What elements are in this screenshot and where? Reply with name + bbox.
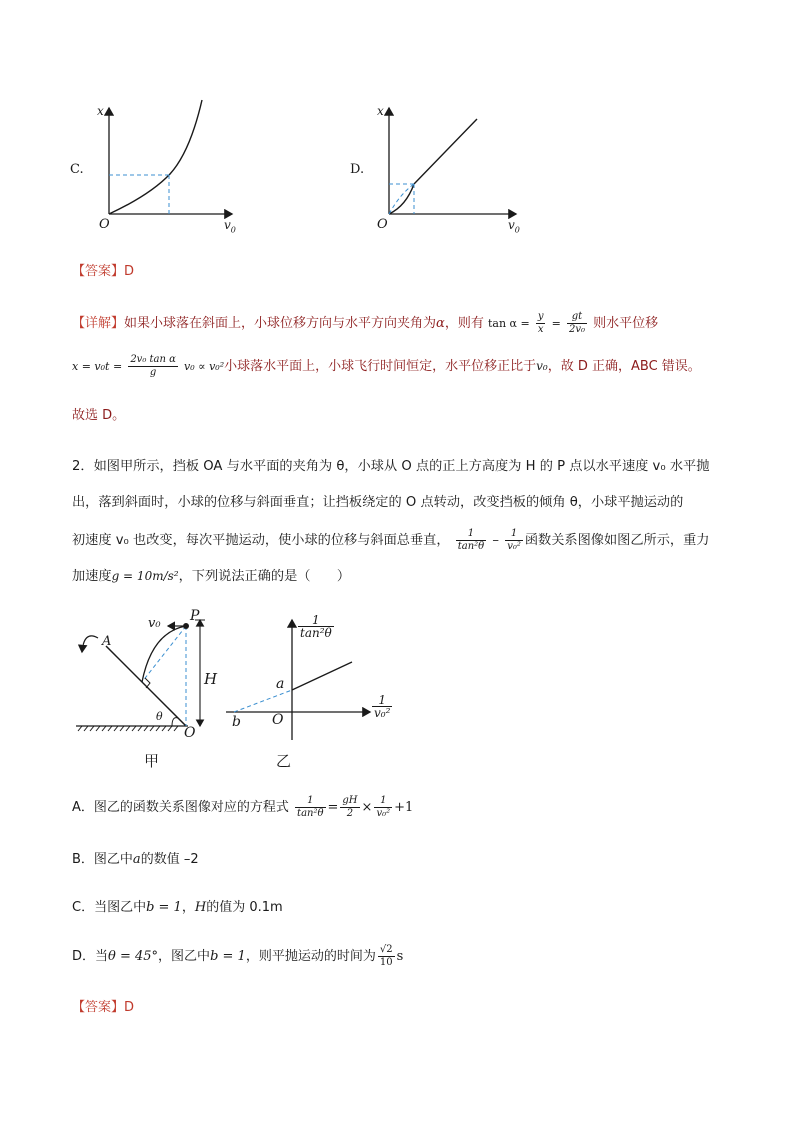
figure-yi [220, 610, 400, 770]
figure-jia-drawing [70, 610, 230, 770]
figure-jia [70, 610, 230, 770]
fig-jia-caption: 甲 [144, 752, 160, 770]
answer-1 [72, 262, 134, 282]
answer-2-label: 【答案】 [72, 1000, 125, 1015]
detail-eq1-left: tan α = [487, 317, 530, 330]
graph-c-x-label: $v_0$ [224, 218, 236, 235]
fig-jia-label-theta: θ [156, 710, 163, 723]
q2-line-4: 加速度g = 10m/s²，下列说法正确的是（ ） [72, 569, 351, 584]
fig-yi-y-label: $\frac{1}{\text{tan²θ}}$ [300, 613, 332, 640]
q2-line-2: 出，落到斜面时，小球的位移与斜面垂直；让挡板绕定的 O 点转动，改变挡板的倾角 θ，小球平抛运动的 [72, 495, 684, 510]
option-d-label: D. [350, 162, 365, 177]
detail-eq2-right: v₀ ∝ v₀² [184, 360, 225, 373]
option-d-frac: $\frac{√2}{10}$ [379, 944, 393, 968]
answer-2-value: D [124, 1000, 135, 1015]
fig-jia-label-v0: v₀ [148, 616, 161, 631]
detail-line-1: 【详解】如果小球落在斜面上，小球位移方向与水平方向夹角为α，则有 tan α = $\frac{y}{x}$ = $\frac{gt}{\text{2v₀}}$ 则水平位移 [72, 311, 659, 335]
fig-jia-label-o: O [184, 725, 196, 741]
detail-text-1: 如果小球落在斜面上，小球位移方向与水平方向夹角为 [124, 316, 437, 331]
graph-c-curve [109, 100, 202, 214]
q2-line-3b: 函数关系图像如图乙所示，重力 [524, 533, 710, 548]
detail-eq2-frac: $\frac{\text{2v₀ tan α}}{g}$ [130, 354, 176, 378]
detail-eq1-frac1: $\frac{y}{x}$ [537, 311, 544, 335]
detail-alpha: α [436, 316, 445, 331]
q2-frac-v0: $\frac{1}{\text{v₀²}}$ [507, 527, 521, 552]
graph-c-origin: O [99, 217, 110, 232]
q2-line-1: 2．如图甲所示，挡板 OA 与水平面的夹角为 θ，小球从 O 点的正上方高度为 H 的 P 点以水平速度 v₀ 水平抛 [72, 459, 710, 474]
ball-p [183, 623, 189, 629]
q2-gravity: g = 10m/s² [111, 569, 179, 583]
detail-line-2 [72, 350, 701, 382]
graph-d-dash-diag [389, 184, 414, 214]
fig-yi-label-o: O [272, 712, 284, 728]
option-b: B．图乙中a的数值 –2 [72, 852, 199, 867]
option-d: D．当θ = 45°，图乙中b = 1，则平抛运动的时间为 $\frac{√2}{10}$ s [72, 944, 404, 968]
option-c-label: C. [70, 162, 84, 177]
detail-v0: v₀ [536, 359, 548, 373]
answer-1-value: D [124, 264, 135, 279]
option-a-frac-3: $\frac{1}{\text{v₀²}}$ [376, 795, 391, 819]
detail-text-5: ，故 D 正确，ABC 错误。 [547, 359, 701, 374]
fig-yi-caption: 乙 [276, 752, 292, 770]
option-a: A．图乙的函数关系图像对应的方程式 $\frac{1}{\text{tan²θ}}$ = $\frac{gH}{2}$ × $\frac{1}{\text{v₀²}}$ +1 [72, 795, 414, 819]
detail-label: 【详解】 [72, 316, 125, 331]
fig-jia-label-h: H [204, 670, 218, 688]
graph-c-y-label: x [97, 104, 104, 118]
q2-line-3: 初速度 v₀ 也改变，每次平抛运动，使小球的位移与斜面总垂直， $\frac{1}{\text{tan²θ}}$ – $\frac{1}{\text{v₀²}}$ 函数关系图像如图乙所示，重力 [72, 527, 710, 552]
option-a-frac-1: $\frac{1}{\text{tan²θ}}$ [297, 795, 324, 819]
graph-d-origin: O [377, 217, 388, 232]
fig-jia-label-p: P [190, 608, 200, 624]
detail-eq1-frac2: $\frac{gt}{\text{2v₀}}$ [568, 311, 585, 335]
detail-conclusion: 故选 D。 [72, 408, 126, 423]
graph-d [340, 90, 540, 240]
detail-text-3: 则水平位移 [593, 316, 659, 331]
graph-d-x-label: $v_0$ [508, 218, 520, 235]
q2-line-3a: 初速度 v₀ 也改变，每次平抛运动，使小球的位移与斜面总垂直， [72, 533, 450, 548]
option-c: C．当图乙中b = 1，H的值为 0.1m [72, 900, 283, 915]
detail-text-4: 小球落水平面上，小球飞行时间恒定，水平位移正比于 [224, 359, 537, 374]
fig-yi-label-b: b [232, 714, 241, 730]
fig-yi-x-label: $\frac{1}{\text{v₀²}}$ [374, 693, 391, 720]
option-a-frac-2: $\frac{gH}{2}$ [342, 795, 358, 819]
q2-frac-tan: $\frac{1}{\text{tan²θ}}$ [457, 527, 485, 552]
graph-d-curve [389, 119, 477, 214]
fig-jia-label-a: A [102, 634, 112, 649]
graph-d-y-label: x [377, 104, 384, 118]
fig-yi-label-a: a [276, 676, 285, 692]
answer-1-label: 【答案】 [72, 264, 125, 279]
fig-yi-dashed-line [234, 690, 292, 712]
graph-c [60, 90, 260, 240]
board-oa [106, 646, 186, 726]
detail-eq2-left: x = v₀t = [72, 360, 123, 373]
fig-yi-solid-line [292, 662, 352, 690]
answer-2 [72, 998, 134, 1018]
detail-text-2: ，则有 [444, 316, 484, 331]
